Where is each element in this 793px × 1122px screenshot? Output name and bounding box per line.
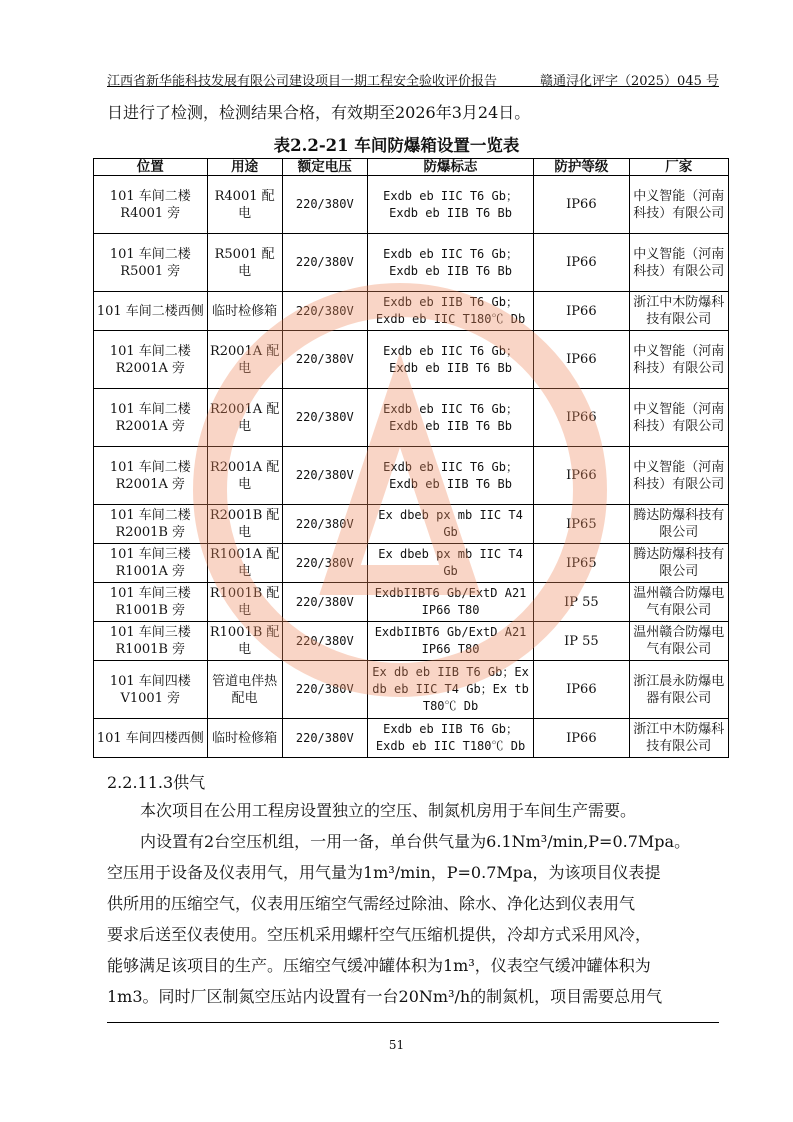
table-row bbox=[94, 447, 729, 505]
cell-ip-rating: IP65 bbox=[534, 505, 629, 544]
cell-ex-mark: Ex db eb IIB T6 Gb；Ex db eb IIC T4 Gb；Ex tb T80℃ Db bbox=[367, 661, 533, 719]
cell-ex-mark: ExdbIIBT6 Gb/ExtD A21 IP66 T80 bbox=[367, 583, 533, 622]
cell-voltage: 220/380V bbox=[282, 719, 367, 758]
cell-ip-rating: IP65 bbox=[534, 544, 629, 583]
paragraph-line: 空压用于设备及仪表用气，用气量为1m³/min，P=0.7Mpa，为该项目仪表提 bbox=[107, 863, 661, 882]
cell-manufacturer: 中义智能（河南科技）有限公司 bbox=[629, 447, 728, 505]
col-header-ex-mark: 防爆标志 bbox=[367, 159, 533, 176]
cell-location: 101 车间二楼西侧 bbox=[94, 292, 208, 331]
cell-ex-mark: Exdb eb IIC T6 Gb；Exdb eb IIB T6 Bb bbox=[367, 447, 533, 505]
table-row bbox=[94, 389, 729, 447]
cell-ip-rating: IP66 bbox=[534, 176, 629, 234]
cell-usage: 临时检修箱 bbox=[207, 292, 282, 331]
paragraph-line: 本次项目在公用工程房设置独立的空压、制氮机房用于车间生产需要。 bbox=[140, 801, 637, 820]
cell-manufacturer: 温州赣合防爆电气有限公司 bbox=[629, 622, 728, 661]
cell-ip-rating: IP66 bbox=[534, 447, 629, 505]
cell-ex-mark: Exdb eb IIB T6 Gb；Exdb eb IIC T180℃ Db bbox=[367, 719, 533, 758]
cell-location: 101 车间二楼 R5001 旁 bbox=[94, 234, 208, 292]
cell-manufacturer: 中义智能（河南科技）有限公司 bbox=[629, 389, 728, 447]
col-header-voltage: 额定电压 bbox=[282, 159, 367, 176]
paragraph-line: 要求后送至仪表使用。空压机采用螺杆空气压缩机提供，冷却方式采用风冷， bbox=[107, 925, 652, 944]
header-report-number: 赣通浔化评字（2025）045 号 bbox=[539, 74, 719, 89]
cell-location: 101 车间二楼 R2001A 旁 bbox=[94, 331, 208, 389]
page-header bbox=[107, 60, 719, 87]
cell-usage: R2001A 配电 bbox=[207, 331, 282, 389]
paragraph-line: 1m3。同时厂区制氮空压站内设置有一台20Nm³/h的制氮机，项目需要总用气 bbox=[107, 987, 663, 1006]
cell-voltage: 220/380V bbox=[282, 234, 367, 292]
cell-manufacturer: 中义智能（河南科技）有限公司 bbox=[629, 176, 728, 234]
cell-voltage: 220/380V bbox=[282, 583, 367, 622]
cell-voltage: 220/380V bbox=[282, 331, 367, 389]
col-header-usage: 用途 bbox=[207, 159, 282, 176]
cell-voltage: 220/380V bbox=[282, 447, 367, 505]
cell-usage: R4001 配电 bbox=[207, 176, 282, 234]
table-row bbox=[94, 661, 729, 719]
header-report-title: 江西省新华能科技发展有限公司建设项目一期工程安全验收评价报告 bbox=[107, 74, 498, 89]
table-row bbox=[94, 176, 729, 234]
cell-location: 101 车间三楼 R1001B 旁 bbox=[94, 622, 208, 661]
col-header-location: 位置 bbox=[94, 159, 208, 176]
cell-manufacturer: 浙江中木防爆科技有限公司 bbox=[629, 719, 728, 758]
cell-usage: R1001B 配电 bbox=[207, 622, 282, 661]
table-row bbox=[94, 544, 729, 583]
col-header-manufacturer: 厂家 bbox=[629, 159, 728, 176]
cell-voltage: 220/380V bbox=[282, 292, 367, 331]
cell-manufacturer: 腾达防爆科技有限公司 bbox=[629, 544, 728, 583]
cell-usage: R5001 配电 bbox=[207, 234, 282, 292]
cell-usage: R1001A 配电 bbox=[207, 544, 282, 583]
cell-usage: R2001A 配电 bbox=[207, 389, 282, 447]
cell-ex-mark: Exdb eb IIC T6 Gb；Exdb eb IIB T6 Bb bbox=[367, 234, 533, 292]
table-caption: 表2.2-21 车间防爆箱设置一览表 bbox=[273, 136, 520, 155]
table-row bbox=[94, 292, 729, 331]
page-number: 51 bbox=[388, 1038, 405, 1052]
cell-manufacturer: 浙江晨永防爆电器有限公司 bbox=[629, 661, 728, 719]
table-row bbox=[94, 505, 729, 544]
explosion-proof-box-table bbox=[93, 158, 729, 758]
col-header-ip-rating: 防护等级 bbox=[534, 159, 629, 176]
cell-ex-mark: Ex dbeb px mb IIC T4 Gb bbox=[367, 505, 533, 544]
cell-location: 101 车间三楼 R1001A 旁 bbox=[94, 544, 208, 583]
cell-manufacturer: 浙江中木防爆科技有限公司 bbox=[629, 292, 728, 331]
paragraph-line: 内设置有2台空压机组，一用一备，单台供气量为6.1Nm³/min,P=0.7Mpa。 bbox=[140, 832, 691, 851]
cell-ip-rating: IP66 bbox=[534, 389, 629, 447]
cell-manufacturer: 腾达防爆科技有限公司 bbox=[629, 505, 728, 544]
cell-manufacturer: 中义智能（河南科技）有限公司 bbox=[629, 331, 728, 389]
cell-ex-mark: Ex dbeb px mb IIC T4 Gb bbox=[367, 544, 533, 583]
cell-ex-mark: Exdb eb IIC T6 Gb；Exdb eb IIB T6 Bb bbox=[367, 331, 533, 389]
cell-ex-mark: ExdbIIBT6 Gb/ExtD A21 IP66 T80 bbox=[367, 622, 533, 661]
table-row bbox=[94, 719, 729, 758]
cell-location: 101 车间二楼 R2001B 旁 bbox=[94, 505, 208, 544]
cell-usage: 临时检修箱 bbox=[207, 719, 282, 758]
cell-location: 101 车间二楼 R4001 旁 bbox=[94, 176, 208, 234]
paragraph-line: 供所用的压缩空气，仪表用压缩空气需经过除油、除水、净化达到仪表用气 bbox=[107, 894, 636, 913]
table-row bbox=[94, 234, 729, 292]
cell-location: 101 车间四楼西侧 bbox=[94, 719, 208, 758]
cell-ip-rating: IP 55 bbox=[534, 583, 629, 622]
cell-location: 101 车间四楼 V1001 旁 bbox=[94, 661, 208, 719]
cell-ip-rating: IP66 bbox=[534, 661, 629, 719]
cell-location: 101 车间二楼 R2001A 旁 bbox=[94, 447, 208, 505]
cell-usage: R2001A 配电 bbox=[207, 447, 282, 505]
table-header-row bbox=[94, 159, 729, 176]
cell-manufacturer: 中义智能（河南科技）有限公司 bbox=[629, 234, 728, 292]
cell-usage: R1001B 配电 bbox=[207, 583, 282, 622]
cell-usage: R2001B 配电 bbox=[207, 505, 282, 544]
cell-ip-rating: IP66 bbox=[534, 292, 629, 331]
footer-rule bbox=[107, 1022, 719, 1023]
cell-ex-mark: Exdb eb IIC T6 Gb；Exdb eb IIB T6 Bb bbox=[367, 389, 533, 447]
cell-location: 101 车间三楼 R1001B 旁 bbox=[94, 583, 208, 622]
cell-ex-mark: Exdb eb IIC T6 Gb；Exdb eb IIB T6 Bb bbox=[367, 176, 533, 234]
table-row bbox=[94, 583, 729, 622]
cell-location: 101 车间二楼 R2001A 旁 bbox=[94, 389, 208, 447]
intro-line: 日进行了检测，检测结果合格，有效期至2026年3月24日。 bbox=[107, 103, 531, 122]
cell-voltage: 220/380V bbox=[282, 505, 367, 544]
cell-voltage: 220/380V bbox=[282, 176, 367, 234]
table-row bbox=[94, 331, 729, 389]
table-row bbox=[94, 622, 729, 661]
paragraph-line: 能够满足该项目的生产。压缩空气缓冲罐体积为1m³，仪表空气缓冲罐体积为 bbox=[107, 956, 651, 975]
cell-voltage: 220/380V bbox=[282, 661, 367, 719]
cell-voltage: 220/380V bbox=[282, 622, 367, 661]
cell-voltage: 220/380V bbox=[282, 544, 367, 583]
cell-ip-rating: IP 55 bbox=[534, 622, 629, 661]
section-heading: 2.2.11.3供气 bbox=[107, 773, 206, 792]
cell-usage: 管道电伴热配电 bbox=[207, 661, 282, 719]
cell-manufacturer: 温州赣合防爆电气有限公司 bbox=[629, 583, 728, 622]
cell-ip-rating: IP66 bbox=[534, 719, 629, 758]
cell-voltage: 220/380V bbox=[282, 389, 367, 447]
cell-ip-rating: IP66 bbox=[534, 234, 629, 292]
cell-ip-rating: IP66 bbox=[534, 331, 629, 389]
cell-ex-mark: Exdb eb IIB T6 Gb；Exdb eb IIC T180℃ Db bbox=[367, 292, 533, 331]
